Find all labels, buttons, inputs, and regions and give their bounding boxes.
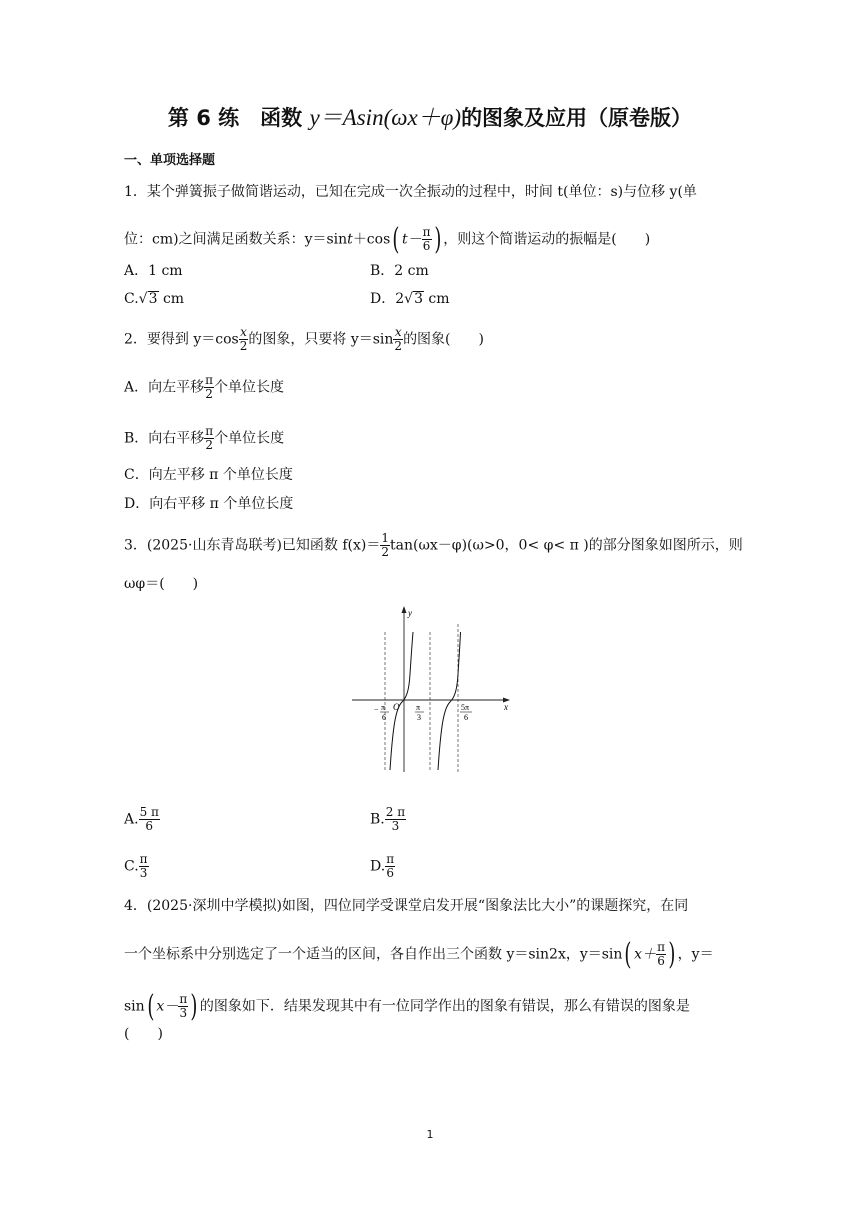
q2-opta-post: 个单位长度 xyxy=(214,379,285,396)
q4-frac1-num: π xyxy=(657,940,665,954)
q3-optd-pre: D. xyxy=(370,858,386,875)
q3-stem-a: 3．(2025·山东青岛联考)已知函数 f(x)＝ xyxy=(124,537,381,554)
q2-opta-num: π xyxy=(205,373,214,387)
q4-line2-b: ，y＝ xyxy=(677,946,714,963)
q2-optb-post: 个单位长度 xyxy=(214,430,285,447)
q2-frac1-num: x xyxy=(240,325,247,339)
q4-paren2-close: ) xyxy=(190,988,198,1024)
q2-option-c: C．向左平移 π 个单位长度 xyxy=(124,467,293,483)
q2-option-d: D．向右平移 π 个单位长度 xyxy=(124,496,294,512)
q2-opta-pre: A．向左平移 xyxy=(124,379,205,396)
tan-branch-2 xyxy=(438,632,461,770)
q4-frac1-den: 6 xyxy=(657,954,665,968)
q3-stem-b: tan(ωx－φ)(ω>0，0< φ< π )的部分图象如图所示，则 xyxy=(390,537,743,554)
tick1-sign: − xyxy=(374,705,379,714)
q3-opta-den: 6 xyxy=(145,819,154,833)
q3-optc-pre: C. xyxy=(124,858,139,875)
q1-frac-num: π xyxy=(422,225,431,239)
q3-opta-pre: A. xyxy=(124,811,139,828)
q1-paren-close: ) xyxy=(433,221,441,257)
q2-frac2 xyxy=(393,326,403,353)
q3-optd-num: π xyxy=(386,852,395,866)
q1-inner: t－ xyxy=(402,231,422,248)
q3-option-a xyxy=(124,806,160,833)
q3-opta-num: 5 π xyxy=(139,805,159,819)
q3-frac xyxy=(380,532,390,559)
q1-line1: 1．某个弹簧振子做简谐运动，已知在完成一次全振动的过程中，时间 t(单位：s)与位移 y(单 xyxy=(124,184,697,200)
q4-paren2-open: ( xyxy=(147,988,155,1024)
q1-optd-pre: D．2 xyxy=(370,291,405,307)
q2-stem-c: 的图象( ) xyxy=(403,331,484,348)
q1-paren-open: ( xyxy=(392,221,400,257)
q3-frac-den: 2 xyxy=(381,545,390,559)
graph-origin-label: O xyxy=(393,702,400,712)
title-prefix: 第 6 练 函数 xyxy=(167,106,310,130)
q4-frac2-den: 3 xyxy=(179,1006,188,1020)
q2-stem xyxy=(124,326,484,353)
q1-line2 xyxy=(124,221,651,257)
tick1-den: 6 xyxy=(382,713,386,722)
q1-fraction xyxy=(422,226,432,253)
q2-optb-frac xyxy=(204,425,214,452)
q3-option-c xyxy=(124,853,149,880)
q1-optc-post: cm xyxy=(158,291,185,307)
q1-line2-c: ，则这个简谐运动的振幅是( ) xyxy=(443,231,651,248)
q3-optd-den: 6 xyxy=(386,866,394,880)
q1-option-b: B．2 cm xyxy=(370,263,429,279)
q4-frac2 xyxy=(178,993,188,1020)
q2-optb-den: 2 xyxy=(205,438,214,452)
q1-frac-den: 6 xyxy=(422,239,431,253)
q1-optd-rad: 3 xyxy=(414,291,423,307)
tick2-den: 3 xyxy=(417,713,421,722)
q4-line3 xyxy=(124,988,690,1024)
q4-line1: 4．(2025·深圳中学模拟)如图，四位同学受课堂启发开展“图象法比大小”的课题探究，在同 xyxy=(124,898,689,914)
q2-frac1-den: 2 xyxy=(239,339,248,353)
q2-opta-den: 2 xyxy=(205,387,213,401)
q3-optb-den: 3 xyxy=(391,819,400,833)
page-title xyxy=(0,104,860,132)
q3-frac-num: 1 xyxy=(381,531,390,545)
q1-optd-post: cm xyxy=(423,291,450,307)
graph-x-label: x xyxy=(504,702,508,712)
q4-line2-inner: x＋ xyxy=(634,946,657,963)
q1-line2-b: ＋cos xyxy=(352,231,391,248)
q3-optb-num: 2 π xyxy=(385,805,406,819)
q1-option-a: A．1 cm xyxy=(124,263,183,279)
q4-frac1 xyxy=(656,941,666,968)
y-axis-arrow-icon xyxy=(402,606,407,613)
q1-t: t xyxy=(347,231,353,248)
q3-option-d xyxy=(370,853,395,880)
q1-option-d: D．2√3 cm xyxy=(370,291,450,307)
q2-stem-a: 2．要得到 y＝cos xyxy=(124,331,239,348)
q3-optd-frac xyxy=(385,853,395,880)
q2-opta-frac xyxy=(204,374,214,401)
q3-optc-den: 3 xyxy=(139,866,148,880)
q3-stem-line2: ωφ＝( ) xyxy=(124,576,199,592)
tick1-num: π xyxy=(381,703,386,712)
q2-frac2-num: x xyxy=(394,325,402,339)
section-heading: 一、单项选择题 xyxy=(124,153,216,168)
q2-frac1 xyxy=(239,326,249,353)
q2-frac2-den: 2 xyxy=(394,339,403,353)
graph-y-label: y xyxy=(408,608,412,618)
q3-optb-frac xyxy=(385,806,406,833)
q3-optc-num: π xyxy=(139,852,148,866)
page-number: 1 xyxy=(426,1128,434,1141)
q4-line2 xyxy=(124,936,714,972)
q1-line2-a: 位：cm)之间满足函数关系：y＝sin xyxy=(124,231,348,248)
q1-option-c: C.√3 cm xyxy=(124,291,185,307)
q4-line3-a: sin xyxy=(124,998,145,1015)
tick3-den: 6 xyxy=(464,713,468,722)
tick3-num: 5π xyxy=(461,703,470,712)
q1-optc-pre: C. xyxy=(124,291,139,307)
q3-opta-frac xyxy=(139,806,160,833)
q4-line4: ( ) xyxy=(124,1026,163,1042)
q3-optc-frac xyxy=(139,853,149,880)
q2-option-b xyxy=(124,425,284,452)
q3-stem xyxy=(124,532,743,559)
q3-tangent-graph xyxy=(346,604,516,776)
q3-option-b xyxy=(370,806,406,833)
q3-optb-pre: B. xyxy=(370,811,385,828)
q2-stem-b: 的图象，只要将 y＝sin xyxy=(248,331,394,348)
tick2-num: π xyxy=(416,703,421,712)
q2-optb-pre: B．向右平移 xyxy=(124,430,205,447)
q2-option-a xyxy=(124,374,284,401)
q4-line3-inner: x－ xyxy=(156,998,179,1015)
q4-frac2-num: π xyxy=(179,992,188,1006)
tan-branch-1 xyxy=(390,632,413,770)
q4-paren1-close: ) xyxy=(668,936,676,972)
q1-optc-rad: 3 xyxy=(148,291,158,307)
q4-line2-a: 一个坐标系中分别选定了一个适当的区间，各自作出三个函数 y＝sin2x，y＝sin xyxy=(124,946,623,963)
q4-paren1-open: ( xyxy=(624,936,632,972)
q2-optb-num: π xyxy=(205,424,214,438)
title-suffix: 的图象及应用（原卷版） xyxy=(461,106,693,130)
q4-line3-b: 的图象如下．结果发现其中有一位同学作出的图象有错误，那么有错误的图象是 xyxy=(199,998,690,1015)
title-math: y＝Asin(ωx＋φ) xyxy=(309,105,462,130)
